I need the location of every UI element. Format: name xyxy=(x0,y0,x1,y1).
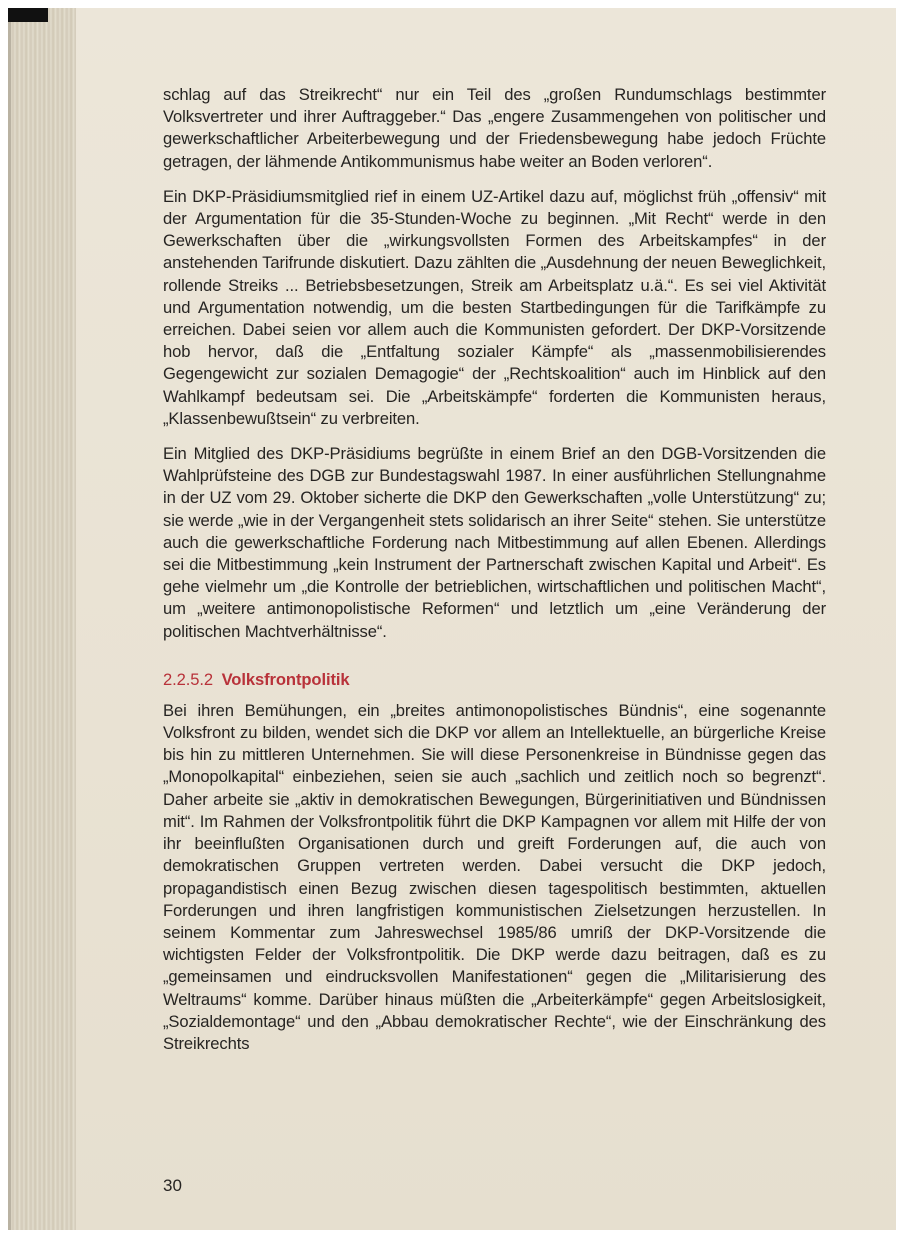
book-page-edges xyxy=(8,8,79,1230)
paragraph: Ein Mitglied des DKP-Präsidiums begrüßte in einem Brief an den DGB-Vorsitzenden die Wahlprüfsteine des DGB zur Bundestagswahl 1987. In einer ausführlichen Stellungnahme in der UZ vom 29. Oktober sicherte die DKP den Gewerkschaften „volle Unterstützung“ zu; sie werde „wie in der Vergangenheit stets solidarisch an ihrer Seite“ stehen. Sie unterstütze auch die gewerkschaftliche Forderung nach Mitbestimmung auf allen Ebenen. Allerdings sei die Mitbestimmung „kein Instrument der Partnerschaft zwischen Kapital und Arbeit“. Es gehe vielmehr um „die Kontrolle der betrieblichen, wirtschaftlichen und politischen Macht“, um „weitere antimonopolistische Reformen“ und letztlich um „eine Veränderung der politischen Machtverhältnisse“. xyxy=(163,444,826,641)
section-number: 2.2.5.2 xyxy=(163,669,214,689)
book-cover-edge xyxy=(8,8,48,22)
page-content xyxy=(163,84,826,1068)
paragraph: Ein DKP-Präsidiumsmitglied rief in einem UZ-Artikel dazu auf, möglichst früh „offensiv“ mit der Argumentation für die 35-Stunden-Woche zu beginnen. „Mit Recht“ werde in den Gewerkschaften über die „wirkungsvollsten Formen des Arbeitskampfes“ in der anstehenden Tarifrunde diskutiert. Dazu zählten die „Ausdehnung der neuen Beweglichkeit, rollende Streiks ... Betriebsbesetzungen, Streik am Arbeitsplatz u.ä.“. Es sei viel Aktivität und Argumentation notwendig, um die besten Startbedingungen für die Tarifkämpfe zu erreichen. Dabei seien vor allem auch die Kommunisten gefordert. Der DKP-Vorsitzende hob hervor, daß die „Entfaltung sozialer Kämpfe“ als „massenmobilisierendes Gegengewicht zur sozialen Demagogie“ der „Rechtskoalition“ auch im Hinblick auf den Wahlkampf bedeutsam sei. Die „Arbeitskämpfe“ forderten die Kommunisten heraus, „Klassenbewußtsein“ zu verbreiten. xyxy=(163,186,826,428)
section-heading xyxy=(163,669,826,691)
paragraph: Bei ihren Bemühungen, ein „breites antimonopolistisches Bündnis“, eine sogenannte Volksfront zu bilden, wendet sich die DKP vor allem an Intellektuelle, an bürgerliche Kreise bis hin zu mittleren Unternehmen. Sie will diese Personenkreise in Bündnisse gegen das „Monopolkapital“ einbeziehen, seien sie auch „sachlich und zeitlich noch so begrenzt“. Daher arbeite sie „aktiv in demokratischen Bewegungen, Bürgerinitiativen und Bündnissen mit“. Im Rahmen der Volksfrontpolitik führt die DKP Kampagnen vor allem mit Hilfe der von ihr beeinflußten Organisationen durch und greift Forderungen auf, die auch von demokratischen Gruppen vertreten werden. Dabei versucht die DKP jedoch, propagandistisch einen Bezug zwischen diesen tagespolitisch bestimmten, aktuellen Forderungen und ihren langfristigen kommunistischen Zielsetzungen herzustellen. In seinem Kommentar zum Jahreswechsel 1985/86 umriß der DKP-Vorsitzende die wichtigsten Felder der Volksfrontpolitik. Die DKP werde dazu beitragen, daß es zu „gemeinsamen und eindrucksvollen Manifestationen“ gegen die „Militarisierung des Weltraums“ komme. Darüber hinaus müßten die „Arbeiterkämpfe“ gegen Arbeitslosigkeit, „Sozialdemontage“ und den „Abbau demokratischer Rechte“, wie der Einschränkung des Streikrechts xyxy=(163,700,826,1053)
paragraph: schlag auf das Streikrecht“ nur ein Teil des „großen Rundumschlags bestimmter Volksvertreter und ihrer Auftraggeber.“ Das „engere Zusammengehen von politischer und gewerkschaftlicher Arbeiterbewegung und der Friedensbewegung habe jedoch Früchte getragen, der lähmende Antikommunismus habe weiter an Boden verloren“. xyxy=(163,85,826,171)
page-number: 30 xyxy=(163,1176,182,1195)
section-title: Volksfrontpolitik xyxy=(221,669,350,689)
